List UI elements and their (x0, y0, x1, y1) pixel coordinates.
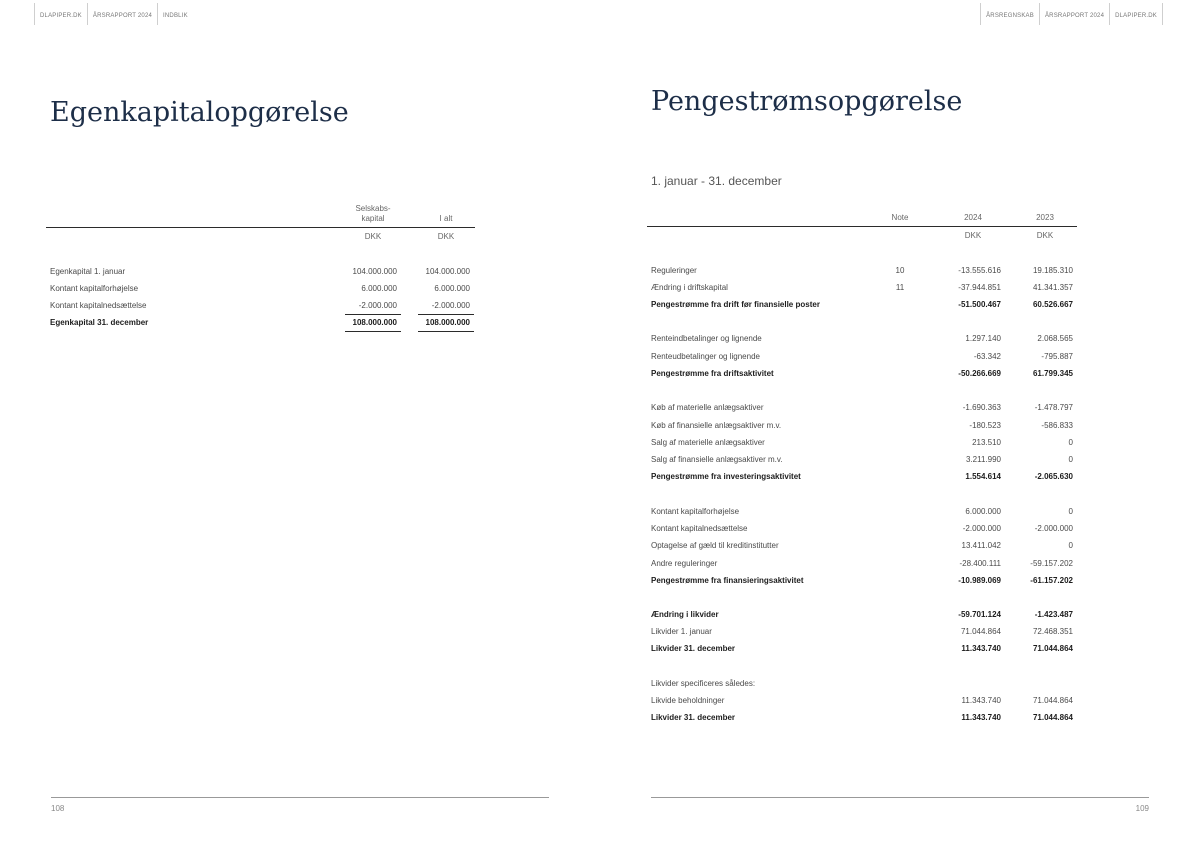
unit-label: DKK (437, 232, 455, 241)
row-value-2023: 41.341.357 (1032, 283, 1073, 292)
row-value-2024: -28.400.111 (959, 559, 1001, 568)
row-label: Ændring i likvider (651, 610, 719, 619)
row-label: Kontant kapitalforhøjelse (50, 284, 139, 293)
header-rule (647, 226, 1077, 227)
total-underline (418, 331, 474, 332)
right-page (600, 0, 1200, 849)
row-value-2023: -2.065.630 (1034, 472, 1073, 481)
table-row (647, 434, 1077, 451)
row-value-2023: 61.799.345 (1032, 369, 1073, 378)
total-rule (418, 314, 474, 315)
row-value-2023: 0 (1068, 507, 1073, 516)
nav-link-arsrapport[interactable]: ÅRSRAPPORT 2024 (87, 3, 157, 25)
row-value-2024: -1.690.363 (962, 403, 1001, 412)
table-row (647, 262, 1077, 279)
page-number: 109 (1135, 804, 1149, 813)
row-value-2024: 6.000.000 (965, 507, 1001, 516)
table-row (647, 623, 1077, 640)
row-value-2023: -586.833 (1041, 421, 1073, 430)
table-row (647, 279, 1077, 296)
row-label: Pengestrømme fra investeringsaktivitet (651, 472, 801, 481)
row-label: Kontant kapitalforhøjelse (651, 507, 740, 516)
row-label: Likvider specificeres således: (651, 679, 756, 688)
nav-link-dlapiper[interactable]: DLAPIPER.DK (1109, 3, 1163, 25)
subtotal-row (647, 296, 1077, 313)
row-value-2023: -1.423.487 (1034, 610, 1073, 619)
cashflow-table (647, 210, 1077, 730)
row-label: Pengestrømme fra drift før finansielle poster (651, 300, 820, 309)
right-top-nav (980, 3, 1163, 25)
row-value-2023: 0 (1068, 541, 1073, 550)
row-value-2024: -50.266.669 (958, 369, 1001, 378)
row-value: 108.000.000 (425, 318, 470, 327)
row-label: Kontant kapitalnedsættelse (651, 524, 748, 533)
row-value-2024: 3.211.990 (966, 455, 1001, 464)
column-header-line: I alt (439, 214, 453, 223)
subtotal-row (647, 709, 1077, 726)
column-header-note: Note (891, 213, 909, 222)
footer-rule (651, 797, 1149, 798)
unit-label: DKK (964, 231, 982, 240)
row-value-2023: 2.068.565 (1037, 334, 1073, 343)
subtotal-row (647, 640, 1077, 657)
nav-link-arsrapport[interactable]: ÅRSRAPPORT 2024 (1039, 3, 1109, 25)
total-rule (345, 314, 401, 315)
row-value: -2.000.000 (358, 301, 397, 310)
equity-table (46, 200, 475, 340)
column-header-selskabskapital (346, 204, 400, 224)
row-value-2024: 1.297.140 (965, 334, 1001, 343)
row-value-2023: -61.157.202 (1030, 576, 1073, 585)
row-value: 6.000.000 (361, 284, 397, 293)
unit-label: DKK (364, 232, 382, 241)
row-label: Køb af finansielle anlægsaktiver m.v. (651, 421, 782, 430)
left-top-nav (34, 3, 193, 25)
row-label: Likvide beholdninger (651, 696, 725, 705)
table-row (647, 330, 1077, 347)
row-label: Likvider 31. december (651, 644, 736, 653)
table-row (46, 314, 475, 331)
row-label: Likvider 1. januar (651, 627, 712, 636)
row-value-2024: 11.343.740 (961, 644, 1001, 653)
column-header-line: kapital (361, 214, 385, 223)
row-value: 6.000.000 (434, 284, 470, 293)
row-value-2023: -59.157.202 (1030, 559, 1073, 568)
row-value-2024: -10.989.069 (958, 576, 1001, 585)
row-value-2023: 71.044.864 (1032, 713, 1073, 722)
footer-rule (51, 797, 549, 798)
row-value-2024: -2.000.000 (962, 524, 1001, 533)
table-row (647, 399, 1077, 416)
row-value-2024: -37.944.851 (958, 283, 1001, 292)
table-row (647, 520, 1077, 537)
row-value: 104.000.000 (425, 267, 470, 276)
row-label: Egenkapital 1. januar (50, 267, 126, 276)
row-value-2023: -1.478.797 (1034, 403, 1073, 412)
column-header-2024: 2024 (964, 213, 982, 222)
subtotal-row (647, 572, 1077, 589)
row-label: Renteindbetalinger og lignende (651, 334, 762, 343)
row-value-2023: -795.887 (1041, 352, 1073, 361)
row-value-2024: 11.343.740 (961, 713, 1001, 722)
table-row (647, 348, 1077, 365)
row-label: Salg af materielle anlægsaktiver (651, 438, 765, 447)
table-row (647, 451, 1077, 468)
row-value-2024: 213.510 (972, 438, 1001, 447)
row-value-2024: -51.500.467 (958, 300, 1001, 309)
row-value-2023: 71.044.864 (1032, 644, 1073, 653)
page-title: Pengestrømsopgørelse (651, 86, 963, 117)
row-label: Likvider 31. december (651, 713, 736, 722)
row-label: Pengestrømme fra finansieringsaktivitet (651, 576, 804, 585)
row-value-2023: -2.000.000 (1034, 524, 1073, 533)
row-value-2024: 11.343.740 (961, 696, 1001, 705)
row-value: 104.000.000 (352, 267, 397, 276)
row-note: 11 (895, 283, 905, 292)
table-row (647, 537, 1077, 554)
row-value-2023: 19.185.310 (1032, 266, 1073, 275)
unit-label: DKK (1036, 231, 1054, 240)
table-row (46, 263, 475, 280)
row-note: 10 (895, 266, 905, 275)
row-value-2024: 71.044.864 (960, 627, 1001, 636)
nav-link-dlapiper[interactable]: DLAPIPER.DK (34, 3, 87, 25)
period-label: 1. januar - 31. december (651, 174, 782, 188)
row-value: 108.000.000 (352, 318, 397, 327)
row-label: Ændring i driftskapital (651, 283, 728, 292)
row-label: Køb af materielle anlægsaktiver (651, 403, 764, 412)
row-label: Egenkapital 31. december (50, 318, 149, 327)
table-row (647, 503, 1077, 520)
row-value-2023: 71.044.864 (1032, 696, 1073, 705)
table-row (647, 692, 1077, 709)
row-label: Andre reguleringer (651, 559, 718, 568)
row-value-2024: -13.555.616 (958, 266, 1001, 275)
column-header-2023: 2023 (1036, 213, 1054, 222)
nav-link-arsregnskab[interactable]: ÅRSREGNSKAB (980, 3, 1039, 25)
row-value-2023: 0 (1068, 438, 1073, 447)
row-label: Reguleringer (651, 266, 697, 275)
row-label: Pengestrømme fra driftsaktivitet (651, 369, 774, 378)
row-label: Salg af finansielle anlægsaktiver m.v. (651, 455, 783, 464)
row-label: Renteudbetalinger og lignende (651, 352, 760, 361)
row-value-2024: 1.554.614 (965, 472, 1001, 481)
table-row (46, 280, 475, 297)
table-row (647, 675, 1077, 692)
row-value-2024: -63.342 (973, 352, 1001, 361)
row-value-2024: -180.523 (969, 421, 1001, 430)
total-underline (345, 331, 401, 332)
page-title: Egenkapitalopgørelse (50, 97, 349, 128)
row-value-2024: 13.411.042 (961, 541, 1001, 550)
page-number: 108 (51, 804, 65, 813)
header-rule (46, 227, 475, 228)
table-row (46, 297, 475, 314)
table-row (647, 555, 1077, 572)
subtotal-row (647, 365, 1077, 382)
column-header-line: Selskabs- (355, 204, 391, 213)
nav-link-indblik[interactable]: INDBLIK (157, 3, 193, 25)
row-value: -2.000.000 (431, 301, 470, 310)
subtotal-row (647, 468, 1077, 485)
row-value-2023: 72.468.351 (1032, 627, 1073, 636)
column-header-i-alt (419, 214, 473, 224)
row-value-2023: 0 (1068, 455, 1073, 464)
table-row (647, 417, 1077, 434)
subtotal-row (647, 606, 1077, 623)
row-value-2024: -59.701.124 (958, 610, 1001, 619)
row-value-2023: 60.526.667 (1032, 300, 1073, 309)
row-label: Optagelse af gæld til kreditinstitutter (651, 541, 779, 550)
row-label: Kontant kapitalnedsættelse (50, 301, 147, 310)
